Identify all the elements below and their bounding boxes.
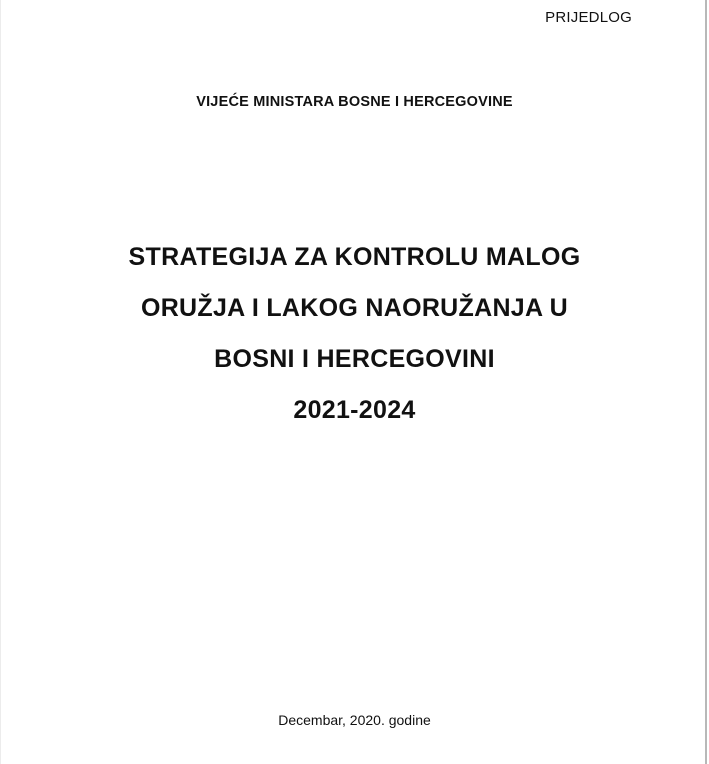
draft-label: PRIJEDLOG bbox=[545, 9, 632, 26]
title-line-3: BOSNI I HERCEGOVINI bbox=[214, 345, 495, 373]
title-line-2: ORUŽJA I LAKOG NAORUŽANJA U bbox=[140, 294, 569, 322]
issuer-heading: VIJEĆE MINISTARA BOSNE I HERCEGOVINE bbox=[196, 94, 513, 110]
title-years: 2021-2024 bbox=[293, 396, 416, 424]
document-title bbox=[0, 232, 709, 436]
document-date: Decembar, 2020. godine bbox=[278, 712, 431, 728]
title-line-1: STRATEGIJA ZA KONTROLU MALOG bbox=[128, 243, 581, 271]
